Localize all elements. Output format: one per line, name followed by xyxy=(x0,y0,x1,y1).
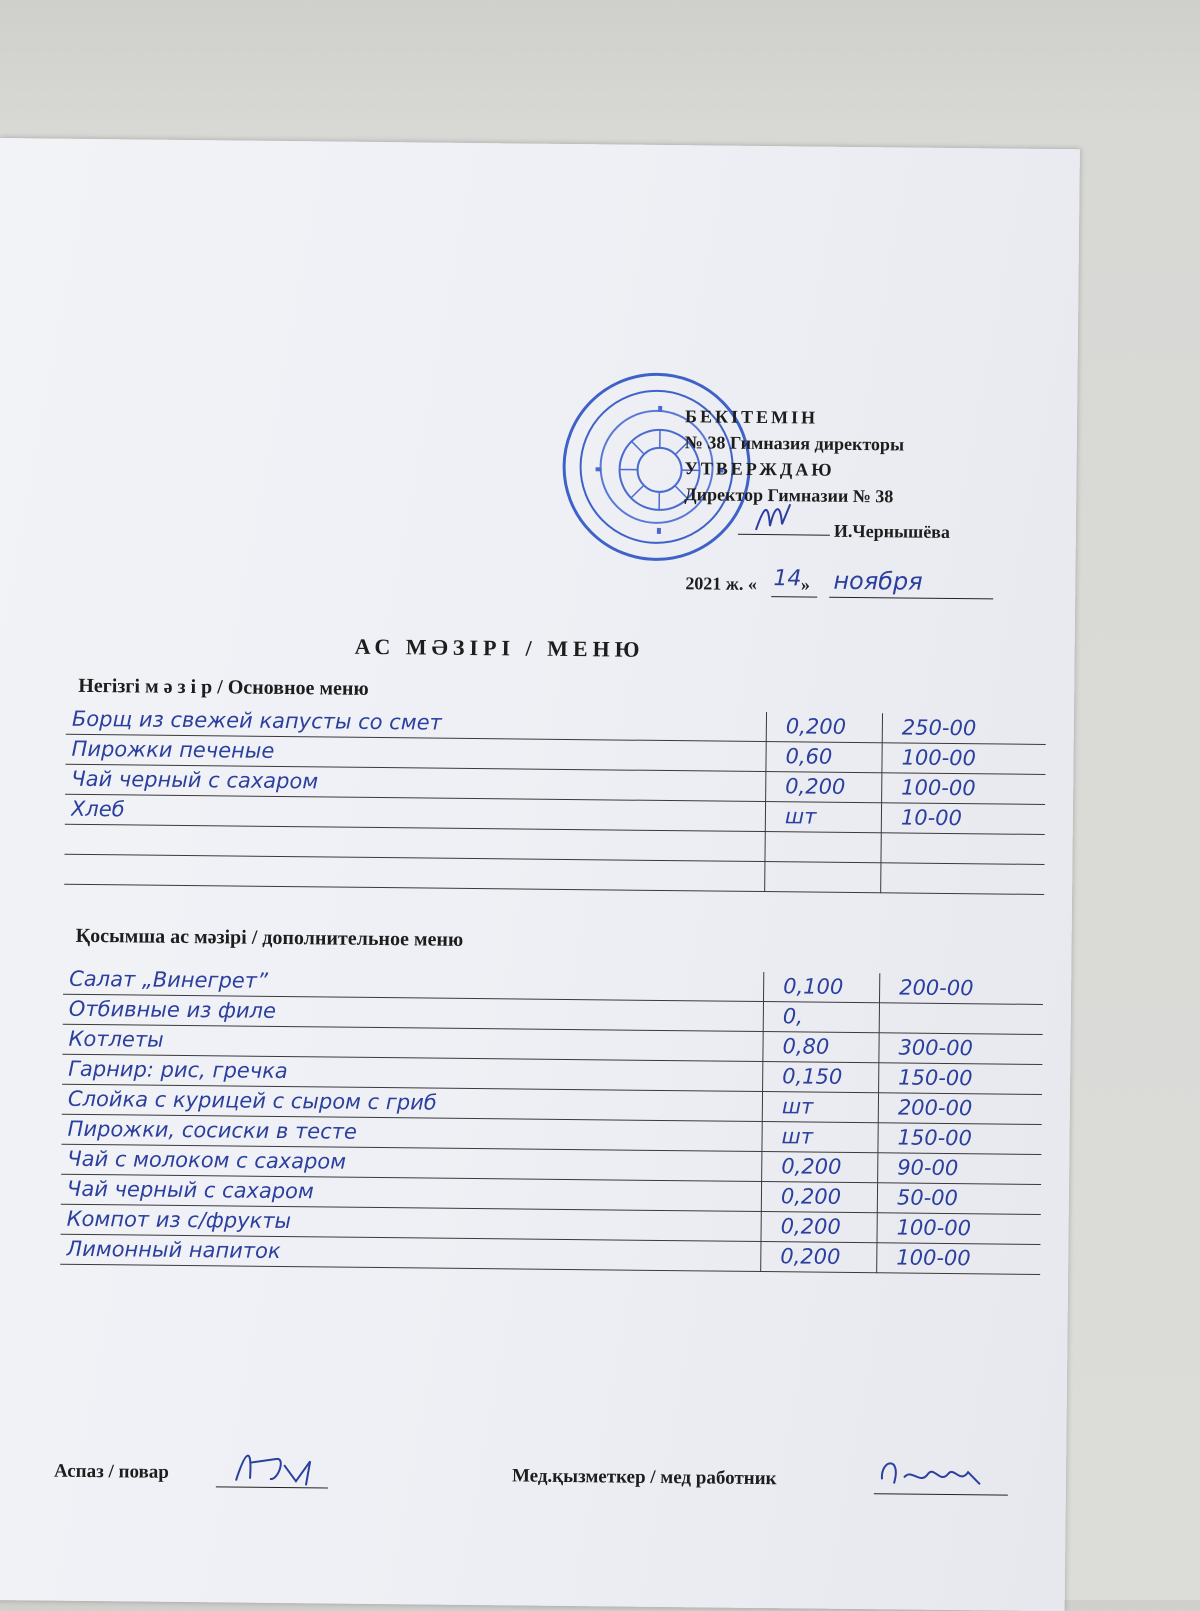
dish-price: 10-00 xyxy=(901,804,962,831)
dish-name: Хлеб xyxy=(71,796,751,829)
director-name: И.Чернышёва xyxy=(834,521,950,543)
dish-quantity: 0,200 xyxy=(781,1183,841,1210)
dish-quantity: шт xyxy=(781,1123,813,1149)
dish-quantity: 0,200 xyxy=(780,1243,840,1270)
main-menu-heading: Негізгі м ә з і р / Основное меню xyxy=(78,675,369,701)
menu-sheet xyxy=(0,138,1080,1611)
approval-ru-position: Директор Гимназии № 38 xyxy=(684,481,1004,510)
dish-price: 90-00 xyxy=(897,1154,958,1181)
dish-price: 150-00 xyxy=(898,1064,973,1091)
approval-kz-position: № 38 Гимназия директоры xyxy=(685,429,1005,458)
dish-name: Котлеты xyxy=(68,1026,748,1059)
approval-kz: БЕКІТЕМІН xyxy=(685,403,1005,432)
dish-name: Салат „Винегрет” xyxy=(69,966,749,999)
dish-price: 300-00 xyxy=(898,1034,973,1061)
main-menu-table xyxy=(64,705,1046,895)
dish-name: Борщ из свежей капусты со смет xyxy=(72,706,752,739)
dish-quantity: 0,200 xyxy=(786,713,846,740)
approval-ru: УТВЕРЖДАЮ xyxy=(684,455,1004,484)
dish-name: Лимонный напиток xyxy=(66,1236,746,1269)
dish-quantity: шт xyxy=(782,1093,814,1119)
date-day: 14 xyxy=(773,566,801,591)
dish-price: 100-00 xyxy=(901,744,976,771)
cook-label: Аспаз / повар xyxy=(54,1461,169,1484)
cook-signature xyxy=(226,1440,327,1491)
dish-price: 100-00 xyxy=(896,1244,971,1271)
dish-name: Отбивные из филе xyxy=(69,996,749,1029)
dish-quantity: 0,150 xyxy=(782,1063,842,1090)
dish-quantity: 0,200 xyxy=(781,1213,841,1240)
dish-price: 50-00 xyxy=(897,1184,958,1211)
med-worker-signature xyxy=(876,1449,996,1494)
dish-name: Пирожки печеные xyxy=(71,736,751,769)
dish-name: Слойка с курицей с сыром с гриб xyxy=(68,1086,748,1119)
dish-price: 200-00 xyxy=(899,974,974,1001)
dish-quantity: 0,100 xyxy=(783,973,843,1000)
med-worker-label: Мед.қызметкер / мед работник xyxy=(512,1465,777,1490)
dish-name: Чай черный с сахаром xyxy=(67,1176,747,1209)
dish-price: 200-00 xyxy=(898,1094,973,1121)
page-title: АС МӘЗІРІ / МЕНЮ xyxy=(355,634,645,663)
dish-quantity: 0,80 xyxy=(782,1033,829,1059)
date-quote-close: » xyxy=(801,574,810,594)
dish-price: 100-00 xyxy=(897,1214,972,1241)
dish-quantity: 0, xyxy=(783,1003,803,1029)
approval-block xyxy=(684,403,1005,510)
extra-menu-heading: Қосымша ас мәзірі / дополнительное меню xyxy=(76,925,464,952)
dish-price: 150-00 xyxy=(897,1124,972,1151)
dish-quantity: 0,200 xyxy=(785,773,845,800)
date-prefix: 2021 ж. « xyxy=(685,573,757,594)
dish-name: Гарнир: рис, гречка xyxy=(68,1056,748,1089)
dish-name: Компот из с/фрукты xyxy=(67,1206,747,1239)
extra-menu-table xyxy=(60,965,1043,1275)
dish-price: 250-00 xyxy=(902,714,977,741)
dish-price: 100-00 xyxy=(901,774,976,801)
dish-name: Чай с молоком с сахаром xyxy=(67,1146,747,1179)
dish-quantity: шт xyxy=(785,803,817,829)
director-signature xyxy=(750,496,820,537)
dish-name: Пирожки, сосиски в тесте xyxy=(67,1116,747,1149)
dish-name: Чай черный с сахаром xyxy=(71,766,751,799)
dish-quantity: 0,200 xyxy=(781,1153,841,1180)
dish-name xyxy=(70,882,750,889)
date-month: ноября xyxy=(833,567,923,596)
dish-quantity: 0,60 xyxy=(785,743,832,769)
